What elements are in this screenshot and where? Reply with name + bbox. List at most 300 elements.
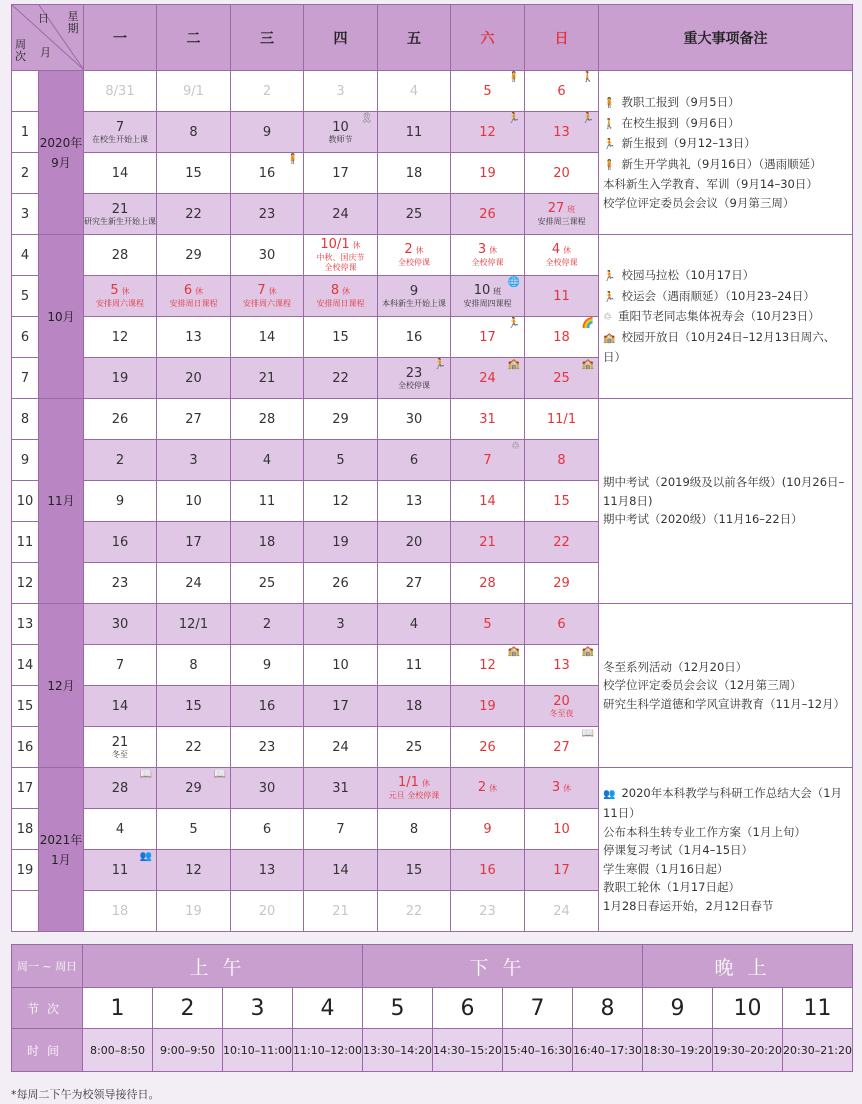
day-note: 冬至 <box>112 749 128 759</box>
week-number: 7 <box>12 358 39 399</box>
note-item <box>603 695 848 714</box>
note-item <box>603 676 848 695</box>
header-sun: 日 <box>525 5 599 71</box>
day-number: 13 <box>405 493 423 509</box>
day-number: 21 <box>479 534 496 550</box>
event-icon: 🌈 <box>581 318 594 329</box>
day-number: 8 <box>557 452 566 468</box>
day-cell <box>451 481 525 522</box>
event-icon: 📖 <box>139 769 152 780</box>
day-number: 11 <box>553 288 570 304</box>
event-icon: 🏃 <box>507 318 520 329</box>
day-number: 12 <box>479 657 496 673</box>
note-icon: 🏃 <box>603 291 616 303</box>
day-number: 25 <box>405 739 423 755</box>
note-item <box>603 823 848 842</box>
day-note: 安排周日课程 <box>316 299 365 308</box>
day-number: 21 <box>258 370 276 386</box>
week-number <box>12 71 39 112</box>
day-cell <box>378 194 451 235</box>
day-number: 31 <box>332 780 349 796</box>
day-cell <box>378 399 451 440</box>
day-note: 安排周六课程 <box>96 299 144 308</box>
note-icon: 🧍 <box>603 159 616 171</box>
day-number: 14 <box>258 329 276 345</box>
header-fri: 五 <box>378 5 451 71</box>
day-number: 26 <box>111 411 129 427</box>
period-number: 5 <box>363 988 433 1029</box>
day-cell <box>304 727 378 768</box>
month-label: 2021年 1月 <box>39 768 84 932</box>
day-number: 25 <box>258 575 276 591</box>
day-cell <box>84 850 157 891</box>
event-icon: 🏃 <box>507 113 520 124</box>
period-time: 16:40–17:30 <box>573 1029 643 1072</box>
day-cell <box>304 235 378 276</box>
header-sat: 六 <box>451 5 525 71</box>
day-number: 22 <box>553 534 570 550</box>
note-text: 新生开学典礼（9月16日）（遇雨顺延） <box>621 156 822 171</box>
day-cell <box>378 645 451 686</box>
day-cell <box>231 358 304 399</box>
week-number: 10 <box>12 481 39 522</box>
header-wed: 三 <box>231 5 304 71</box>
period-time: 14:30–15:20 <box>433 1029 503 1072</box>
day-cell <box>451 358 525 399</box>
week-number: 11 <box>12 522 39 563</box>
period-number: 11 <box>783 988 853 1029</box>
day-cell <box>304 153 378 194</box>
note-text: 公布本科生转专业工作方案（1月上旬） <box>603 824 806 839</box>
day-cell <box>304 522 378 563</box>
day-cell <box>157 153 231 194</box>
month-label: 11月 <box>39 399 84 604</box>
note-icon: 👥 <box>603 788 616 800</box>
day-note: 在校生开始上课 <box>92 134 148 144</box>
notes-cell <box>599 235 853 399</box>
day-number: 7 <box>483 452 492 468</box>
day-cell <box>84 276 157 317</box>
day-number: 3 <box>336 616 345 632</box>
day-cell <box>157 481 231 522</box>
day-cell <box>231 645 304 686</box>
week-number: 1 <box>12 112 39 153</box>
note-icon: 🚶 <box>603 118 616 130</box>
note-text: 新生报到（9月12–13日） <box>621 136 756 150</box>
day-cell <box>231 686 304 727</box>
day-number: 15 <box>185 698 202 714</box>
day-cell <box>231 194 304 235</box>
day-cell <box>157 645 231 686</box>
calendar-body <box>12 71 853 932</box>
day-cell <box>378 891 451 932</box>
day-number: 24 <box>185 575 202 591</box>
period-number: 1 <box>83 988 153 1029</box>
day-cell <box>451 276 525 317</box>
day-cell <box>84 153 157 194</box>
header-mon: 一 <box>84 5 157 71</box>
month-label: 12月 <box>39 604 84 768</box>
day-number: 2 <box>404 242 413 257</box>
day-cell <box>304 440 378 481</box>
day-cell <box>525 112 599 153</box>
day-number: 16 <box>258 165 276 181</box>
note-text: 校运会（遇雨顺延）（10月23–24日） <box>621 288 815 303</box>
day-cell <box>525 686 599 727</box>
corner-zhouci-label: 周次 <box>15 38 26 63</box>
schedule-pm-label: 下午 <box>363 945 643 988</box>
day-number: 6 <box>183 283 193 298</box>
day-cell <box>525 440 599 481</box>
note-item <box>603 287 848 308</box>
day-cell <box>304 194 378 235</box>
notes-cell <box>599 71 853 235</box>
day-cell <box>84 440 157 481</box>
day-number: 21 <box>111 201 129 217</box>
note-item <box>603 175 848 194</box>
day-number: 28 <box>111 247 129 263</box>
note-text: 期中考试（2019级及以前各年级）(10月26日–11月8日) <box>603 475 845 508</box>
footnote: *每周二下午为校领导接待日。 <box>11 1088 160 1101</box>
day-cell <box>378 481 451 522</box>
event-icon: 🧍 <box>507 72 520 83</box>
day-cell <box>451 891 525 932</box>
day-number: 7 <box>257 283 266 298</box>
day-number: 4 <box>551 242 561 257</box>
day-cell <box>157 604 231 645</box>
day-cell <box>304 809 378 850</box>
day-cell <box>304 686 378 727</box>
day-cell <box>304 112 378 153</box>
day-number: 19 <box>479 165 496 181</box>
day-tag: 休 <box>489 246 498 255</box>
day-number: 11 <box>258 493 276 509</box>
period-number: 10 <box>713 988 783 1029</box>
period-time: 10:10–11:00 <box>223 1029 293 1072</box>
day-note: 研究生新生开始上课 <box>84 216 156 226</box>
day-cell <box>525 809 599 850</box>
day-number: 2 <box>262 83 272 99</box>
note-item <box>603 194 848 213</box>
day-cell <box>304 317 378 358</box>
day-number: 24 <box>332 739 349 755</box>
day-number: 30 <box>258 780 276 796</box>
day-number: 9 <box>262 657 272 673</box>
note-item <box>603 878 848 897</box>
note-icon: 🏫 <box>603 332 616 344</box>
day-cell <box>378 276 451 317</box>
event-icon: ♲ <box>511 441 520 452</box>
header-thu: 四 <box>304 5 378 71</box>
day-cell <box>378 727 451 768</box>
day-number: 22 <box>332 370 349 386</box>
event-icon: 🚶 <box>581 72 594 83</box>
day-number: 30 <box>111 616 129 632</box>
schedule-am-label: 上午 <box>83 945 363 988</box>
period-number: 8 <box>573 988 643 1029</box>
event-icon: 🏫 <box>581 359 594 370</box>
day-tag: 休 <box>195 287 204 296</box>
period-number: 9 <box>643 988 713 1029</box>
day-number: 26 <box>479 206 496 222</box>
day-number: 21 <box>332 903 349 919</box>
day-cell <box>84 317 157 358</box>
day-note: 安排周日课程 <box>169 299 218 308</box>
note-item <box>603 266 848 287</box>
schedule-period-label: 节次 <box>12 988 83 1029</box>
event-icon: 👥 <box>139 851 152 862</box>
day-number: 15 <box>553 493 570 509</box>
day-number: 7 <box>336 821 345 837</box>
day-tag: 休 <box>352 241 361 250</box>
day-cell <box>157 276 231 317</box>
day-cell <box>378 604 451 645</box>
day-number: 14 <box>111 165 129 181</box>
day-cell <box>525 235 599 276</box>
note-text: 停课复习考试（1月4–15日） <box>603 843 754 858</box>
note-text: 期中考试（2020级）（11月16–22日） <box>603 512 803 527</box>
day-number: 23 <box>258 739 276 755</box>
day-number: 11 <box>405 657 423 673</box>
day-number: 24 <box>479 370 496 386</box>
day-number: 20 <box>553 693 570 709</box>
day-cell <box>84 645 157 686</box>
day-cell <box>378 235 451 276</box>
day-number: 20 <box>185 370 202 386</box>
note-text: 研究生科学道德和学风宣讲教育（11月–12月） <box>603 696 846 711</box>
day-cell <box>451 727 525 768</box>
day-cell <box>231 891 304 932</box>
day-number: 11 <box>111 862 129 878</box>
day-cell <box>157 891 231 932</box>
day-cell <box>451 71 525 112</box>
day-number: 14 <box>111 698 129 714</box>
day-number: 16 <box>479 862 496 878</box>
day-number: 13 <box>185 329 202 345</box>
week-number: 15 <box>12 686 39 727</box>
day-cell <box>525 522 599 563</box>
day-note: 中秋、国庆节 <box>316 253 365 262</box>
day-number: 30 <box>405 411 423 427</box>
day-cell <box>231 809 304 850</box>
day-number: 6 <box>262 821 272 837</box>
day-number: 2 <box>115 452 125 468</box>
day-cell <box>84 891 157 932</box>
note-text: 校学位评定委员会会议（9月第三周） <box>603 195 795 210</box>
day-cell <box>231 563 304 604</box>
day-number: 16 <box>405 329 423 345</box>
week-number: 5 <box>12 276 39 317</box>
period-number: 2 <box>153 988 223 1029</box>
day-cell <box>525 850 599 891</box>
note-item <box>603 658 848 677</box>
day-cell <box>451 317 525 358</box>
week-number: 2 <box>12 153 39 194</box>
day-cell <box>84 727 157 768</box>
day-cell <box>84 768 157 809</box>
note-item <box>603 114 848 135</box>
day-number: 7 <box>115 119 125 135</box>
period-number: 3 <box>223 988 293 1029</box>
event-icon: 📖 <box>213 769 226 780</box>
period-number: 7 <box>503 988 573 1029</box>
day-cell <box>231 71 304 112</box>
day-note: 冬至夜 <box>549 708 574 718</box>
day-cell <box>304 563 378 604</box>
day-number: 14 <box>332 862 349 878</box>
period-number: 6 <box>433 988 503 1029</box>
week-number: 14 <box>12 645 39 686</box>
day-number: 23 <box>111 575 129 591</box>
day-cell <box>451 153 525 194</box>
schedule-eve-label: 晚上 <box>643 945 853 988</box>
day-number: 12 <box>332 493 349 509</box>
corner-week-label: 星期 <box>67 10 79 35</box>
day-number: 8/31 <box>105 83 135 99</box>
day-note: 元旦 全校停课 <box>388 791 440 800</box>
day-number: 19 <box>479 698 496 714</box>
period-time: 11:10–12:00 <box>293 1029 363 1072</box>
day-cell <box>451 112 525 153</box>
day-tag: 休 <box>121 287 130 296</box>
day-cell <box>451 604 525 645</box>
day-number: 24 <box>332 206 349 222</box>
day-number: 10/1 <box>320 237 350 252</box>
day-number: 4 <box>409 616 419 632</box>
day-number: 23 <box>405 365 423 381</box>
day-cell <box>378 686 451 727</box>
period-number: 4 <box>293 988 363 1029</box>
day-number: 9 <box>483 821 492 837</box>
day-number: 22 <box>185 739 202 755</box>
day-cell <box>451 850 525 891</box>
day-cell <box>231 399 304 440</box>
day-cell <box>157 522 231 563</box>
day-number: 24 <box>553 903 570 919</box>
note-icon: 🧍 <box>603 98 616 109</box>
note-item <box>603 784 848 823</box>
day-number: 20 <box>405 534 423 550</box>
day-number: 11 <box>405 124 423 140</box>
day-cell <box>451 440 525 481</box>
day-tag: 休 <box>489 784 498 793</box>
day-number: 31 <box>479 411 496 427</box>
day-cell <box>84 481 157 522</box>
day-cell <box>378 358 451 399</box>
day-cell <box>231 522 304 563</box>
day-number: 18 <box>405 698 423 714</box>
day-number: 5 <box>483 616 492 632</box>
day-number: 28 <box>479 575 496 591</box>
day-cell <box>157 317 231 358</box>
event-icon: 🏃 <box>581 113 594 124</box>
day-number: 13 <box>553 124 570 140</box>
day-cell <box>84 686 157 727</box>
day-cell <box>378 71 451 112</box>
day-cell <box>451 399 525 440</box>
day-tag: 班 <box>493 287 502 296</box>
day-number: 18 <box>405 165 423 181</box>
day-number: 5 <box>110 283 119 298</box>
period-time: 18:30–19:20 <box>643 1029 713 1072</box>
day-cell <box>84 522 157 563</box>
day-number: 9/1 <box>183 83 204 99</box>
schedule-table <box>11 944 853 1072</box>
week-number: 9 <box>12 440 39 481</box>
day-cell <box>84 604 157 645</box>
note-item <box>603 897 848 916</box>
day-number: 8 <box>189 657 198 673</box>
note-text: 1月28日春运开始，2月12日春节 <box>603 898 774 913</box>
day-number: 16 <box>258 698 276 714</box>
day-cell <box>525 604 599 645</box>
note-text: 本科新生入学教育、军训（9月14–30日） <box>603 177 818 191</box>
period-time: 9:00–9:50 <box>153 1029 223 1072</box>
note-icon: 🏃 <box>603 271 616 283</box>
day-number: 11/1 <box>546 411 577 427</box>
corner-day-label: 日 <box>38 12 49 25</box>
day-number: 8 <box>330 283 340 298</box>
day-number: 3 <box>477 242 487 257</box>
day-cell <box>304 645 378 686</box>
day-number: 21 <box>111 734 129 750</box>
day-number: 10 <box>332 657 349 673</box>
day-number: 15 <box>185 165 202 181</box>
day-cell <box>157 563 231 604</box>
schedule-range-label: 周一 ~ 周日 <box>12 945 83 988</box>
day-cell <box>157 809 231 850</box>
note-item <box>603 93 848 114</box>
day-number: 26 <box>332 575 349 591</box>
event-icon: 🎗 <box>360 113 373 124</box>
week-number: 16 <box>12 727 39 768</box>
week-number <box>12 891 39 932</box>
note-item <box>603 841 848 860</box>
note-text: 在校生报到（9月6日） <box>621 115 740 130</box>
day-cell <box>378 112 451 153</box>
day-number: 25 <box>405 206 423 222</box>
day-cell <box>231 481 304 522</box>
day-number: 29 <box>185 247 202 263</box>
note-item <box>603 328 848 367</box>
day-number: 20 <box>258 903 276 919</box>
week-number: 3 <box>12 194 39 235</box>
day-cell <box>304 276 378 317</box>
day-cell <box>304 358 378 399</box>
week-number: 8 <box>12 399 39 440</box>
day-cell <box>525 891 599 932</box>
day-cell <box>304 71 378 112</box>
day-cell <box>525 358 599 399</box>
day-cell <box>231 317 304 358</box>
day-cell <box>231 235 304 276</box>
day-number: 15 <box>405 862 423 878</box>
day-number: 10 <box>473 283 491 298</box>
day-cell <box>231 153 304 194</box>
event-icon: 🧍 <box>286 154 299 165</box>
day-number: 10 <box>553 821 570 837</box>
day-number: 5 <box>189 821 198 837</box>
day-number: 18 <box>258 534 276 550</box>
day-number: 17 <box>332 698 349 714</box>
day-cell <box>84 358 157 399</box>
notes-cell <box>599 604 853 768</box>
note-item <box>603 134 848 155</box>
note-item <box>603 510 848 529</box>
week-row <box>12 399 853 440</box>
day-number: 12/1 <box>178 616 209 632</box>
day-cell <box>231 112 304 153</box>
